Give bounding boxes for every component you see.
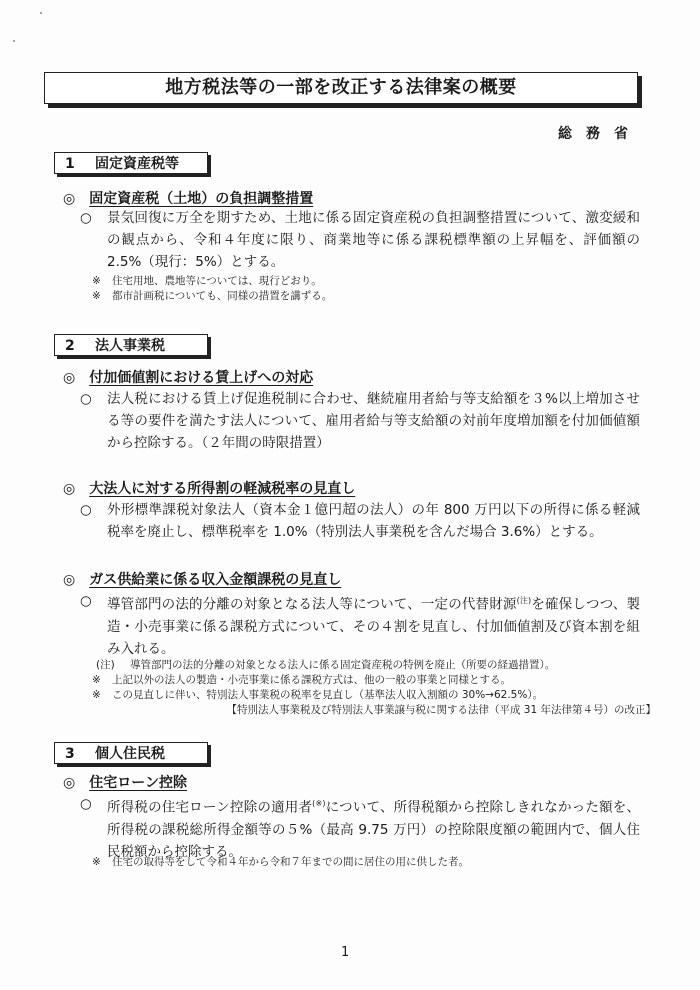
- circle-bullet-icon: ○: [80, 593, 92, 609]
- scan-speck: [13, 40, 15, 42]
- subsection-title: ◎ ガス供給業に係る収入金額課税の見直し: [63, 572, 342, 588]
- paragraph: ○ 景気回復に万全を期すため、土地に係る固定資産税の負担調整措置について、激変緩和の観点から、令和４年度に限り、商業地等に係る課税標準額の上昇幅を、評価額の2.5%（現行：5%）とする。: [80, 207, 640, 273]
- note: ※ 上記以外の法人の製造・小売事業に係る課税方式は、他の一般の事業と同様とする。: [92, 674, 511, 686]
- section-number: 1: [65, 156, 75, 172]
- footnote-marker: (注): [516, 596, 532, 605]
- section-2-heading: [54, 334, 208, 356]
- paragraph: ○ 法人税における賃上げ促進税制に合わせ、継続雇用者給与等支給額を３%以上増加させる等の要件を満たす法人について、雇用者給与等支給額の対前年度増加額を付加価値額から控除する。（２年間の時限措置）: [80, 388, 640, 454]
- issuing-organization: 総務省: [558, 126, 642, 142]
- section-heading-text: 固定資産税等: [95, 156, 179, 172]
- double-circle-icon: ◎: [63, 370, 76, 386]
- double-circle-icon: ◎: [63, 191, 76, 207]
- legal-citation: 【特別法人事業税及び特別法人事業譲与税に関する法律（平成 31 年法律第４号）の改正】: [226, 704, 656, 716]
- circle-bullet-icon: ○: [80, 796, 92, 812]
- double-circle-icon: ◎: [63, 481, 76, 497]
- paragraph: ○ 外形標準課税対象法人（資本金１億円超の法人）の年 800 万円以下の所得に係る軽減税率を廃止し、標準税率を 1.0%（特別法人事業税を含んだ場合 3.6%）とする。: [80, 499, 640, 543]
- section-heading-text: 法人事業税: [95, 338, 165, 354]
- scan-speck: [40, 12, 42, 14]
- subsection-title: ◎ 大法人に対する所得割の軽減税率の見直し: [63, 481, 356, 497]
- section-number: 3: [65, 746, 75, 762]
- subsection-title: ◎ 住宅ローン控除: [63, 775, 187, 791]
- footnote-marker: (※): [312, 799, 326, 808]
- double-circle-icon: ◎: [63, 775, 76, 791]
- paragraph: ○ 導管部門の法的分離の対象となる法人等について、一定の代替財源$^{(注)}$を確保しつつ、製造・小売事業に係る課税方式について、その４割を見直し、付加価値割及び資本割を組み入れる。: [80, 590, 640, 660]
- section-number: 2: [65, 338, 75, 354]
- note: ※ 住宅用地、農地等については、現行どおり。: [92, 275, 322, 287]
- section-1-heading: [54, 152, 208, 174]
- section-3-heading: [54, 742, 208, 764]
- subsection-title: ◎ 付加価値割における賃上げへの対応: [63, 370, 314, 386]
- note: (注) 導管部門の法的分離の対象となる法人に係る固定資産税の特例を廃止（所要の経過措置）。: [96, 659, 556, 671]
- note: ※ 都市計画税についても、同様の措置を講ずる。: [92, 290, 333, 302]
- page-number: 1: [341, 945, 350, 960]
- circle-bullet-icon: ○: [80, 210, 92, 226]
- document-title: 地方税法等の一部を改正する法律案の概要: [44, 72, 638, 104]
- subsection-title: ◎ 固定資産税（土地）の負担調整措置: [63, 191, 314, 207]
- paragraph: ○ 所得税の住宅ローン控除の適用者(※)について、所得税額から控除しきれなかった額を、所得税の課税総所得金額等の５%（最高 9.75 万円）の控除限度額の範囲内で、個人住民税額から控除する。: [80, 793, 640, 863]
- note: ※ 住宅の取得等をして令和４年から令和７年までの間に居住の用に供した者。: [92, 856, 469, 868]
- note: ※ この見直しに伴い、特別法人事業税の税率を見直し（基準法人収入割額の 30%→62.5%）。: [92, 689, 544, 701]
- section-heading-text: 個人住民税: [95, 746, 165, 762]
- circle-bullet-icon: ○: [80, 502, 92, 518]
- double-circle-icon: ◎: [63, 572, 76, 588]
- circle-bullet-icon: ○: [80, 391, 92, 407]
